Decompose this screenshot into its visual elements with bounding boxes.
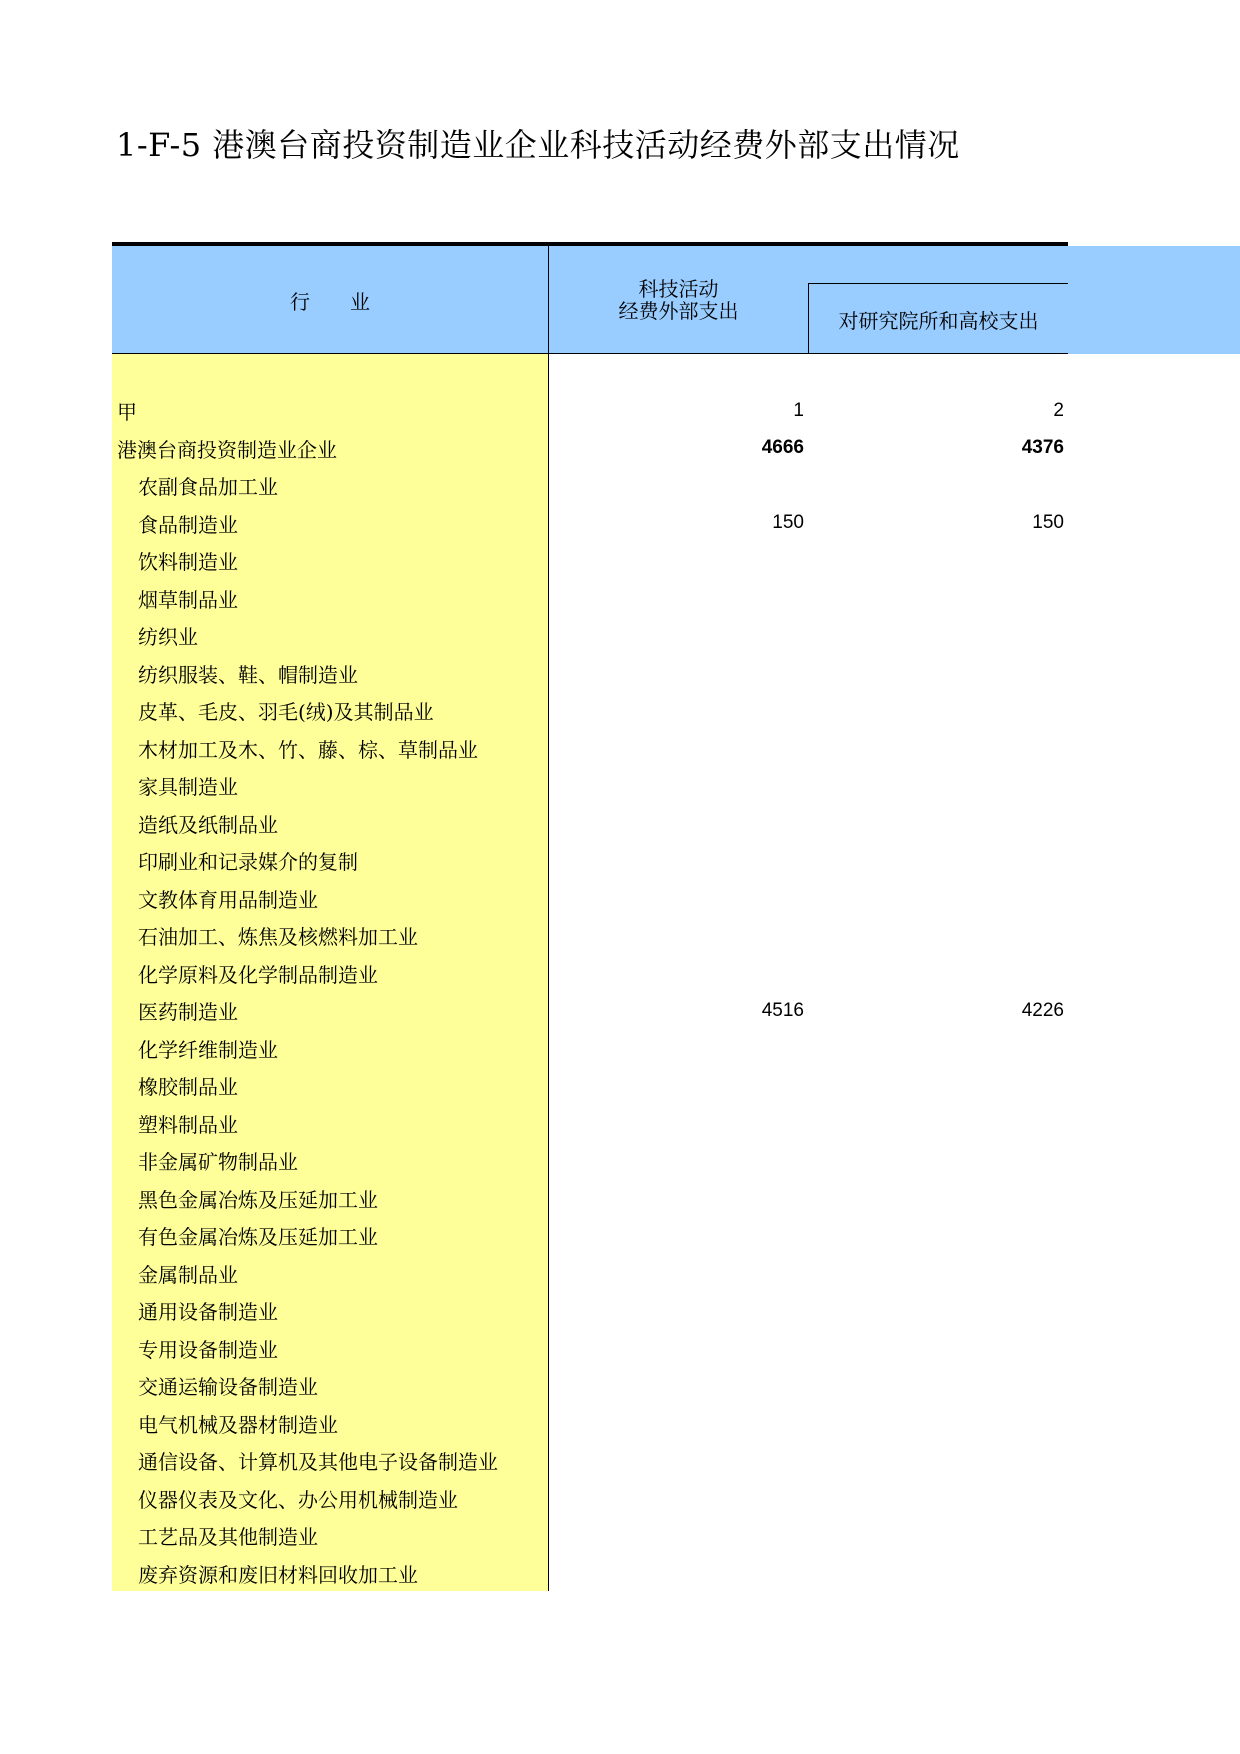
- row-total-value: 1: [793, 399, 804, 421]
- row-industry-label: 仪器仪表及文化、办公用机械制造业: [138, 1487, 458, 1512]
- row-industry-label: 化学纤维制造业: [138, 1037, 278, 1062]
- page-title: 1-F-5 港澳台商投资制造业企业科技活动经费外部支出情况: [116, 126, 960, 164]
- row-industry-label: 金属制品业: [138, 1262, 238, 1287]
- row-industry-label: 塑料制品业: [138, 1112, 238, 1137]
- row-industry-label: 交通运输设备制造业: [138, 1375, 318, 1400]
- table-row: [112, 1142, 1068, 1180]
- table-row: [112, 692, 1068, 730]
- row-industry-label: 通信设备、计算机及其他电子设备制造业: [138, 1450, 498, 1475]
- row-industry-label: 农副食品加工业: [138, 475, 278, 500]
- row-institutes-value: 4226: [1021, 999, 1064, 1021]
- table-row: [112, 767, 1068, 805]
- row-industry-label: 橡胶制品业: [138, 1075, 238, 1100]
- row-institutes-value: 2: [1053, 399, 1064, 421]
- header-total-line2: 经费外部支出: [618, 299, 739, 323]
- row-industry-label: 黑色金属冶炼及压延加工业: [138, 1187, 378, 1212]
- table-row: [112, 505, 1068, 543]
- row-industry-label: 电气机械及器材制造业: [138, 1412, 338, 1437]
- table-row: [112, 617, 1068, 655]
- row-industry-label: 有色金属冶炼及压延加工业: [138, 1225, 378, 1250]
- table-row: [112, 1067, 1068, 1105]
- row-industry-label: 通用设备制造业: [138, 1300, 278, 1325]
- row-industry-label: 化学原料及化学制品制造业: [138, 962, 378, 987]
- table-row: [112, 1217, 1068, 1255]
- row-institutes-value: 4376: [1021, 437, 1064, 459]
- row-industry-label: 石油加工、炼焦及核燃料加工业: [138, 925, 418, 950]
- table-row: [112, 880, 1068, 918]
- table-row: [112, 580, 1068, 618]
- row-industry-label: 纺织服装、鞋、帽制造业: [138, 662, 358, 687]
- table-row: [112, 1517, 1068, 1555]
- table-body: [112, 392, 1068, 1592]
- row-industry-label: 皮革、毛皮、羽毛(绒)及其制品业: [138, 700, 434, 725]
- row-industry-label: 工艺品及其他制造业: [138, 1525, 318, 1550]
- row-industry-label: 非金属矿物制品业: [138, 1150, 298, 1175]
- table-row: [112, 1442, 1068, 1480]
- table-row: [112, 467, 1068, 505]
- header-industry-label: 行 业: [290, 289, 370, 314]
- table-row: [112, 1405, 1068, 1443]
- row-industry-label: 废弃资源和废旧材料回收加工业: [138, 1562, 418, 1587]
- row-industry-label: 港澳台商投资制造业企业: [117, 437, 337, 462]
- row-industry-label: 烟草制品业: [138, 587, 238, 612]
- table-row: [112, 1555, 1068, 1593]
- table-row: [112, 730, 1068, 768]
- table-row: [112, 392, 1068, 430]
- table-row: [112, 1180, 1068, 1218]
- row-industry-label: 文教体育用品制造业: [138, 887, 318, 912]
- table-row: [112, 1480, 1068, 1518]
- table-row: [112, 1367, 1068, 1405]
- row-industry-label: 医药制造业: [138, 1000, 238, 1025]
- table-row: [112, 955, 1068, 993]
- row-industry-label: 食品制造业: [138, 512, 238, 537]
- row-total-value: 150: [772, 512, 804, 534]
- row-total-value: 4516: [761, 999, 804, 1021]
- row-industry-label: 木材加工及木、竹、藤、棕、草制品业: [138, 737, 478, 762]
- header-total-external-expenditure: [549, 278, 808, 322]
- table-row: [112, 1330, 1068, 1368]
- table-row: [112, 1255, 1068, 1293]
- row-industry-label: 家具制造业: [138, 775, 238, 800]
- row-industry-label: 饮料制造业: [138, 550, 238, 575]
- row-total-value: 4666: [761, 437, 804, 459]
- table-row: [112, 542, 1068, 580]
- row-industry-label: 造纸及纸制品业: [138, 812, 278, 837]
- row-industry-label: 专用设备制造业: [138, 1337, 278, 1362]
- table-row: [112, 842, 1068, 880]
- header-total-line1: 科技活动: [638, 277, 719, 301]
- table-row: [112, 1105, 1068, 1143]
- row-industry-label: 甲: [117, 400, 137, 425]
- header-industry: [112, 246, 548, 354]
- table-row: [112, 805, 1068, 843]
- table-row: [112, 430, 1068, 468]
- row-institutes-value: 150: [1032, 512, 1064, 534]
- table-row: [112, 1030, 1068, 1068]
- table-row: [112, 917, 1068, 955]
- table-row: [112, 655, 1068, 693]
- row-industry-label: 印刷业和记录媒介的复制: [138, 850, 358, 875]
- table-row: [112, 992, 1068, 1030]
- header-research-institutes-universities: 对研究院所和高校支出: [838, 308, 1039, 333]
- row-industry-label: 纺织业: [138, 625, 198, 650]
- table-row: [112, 1292, 1068, 1330]
